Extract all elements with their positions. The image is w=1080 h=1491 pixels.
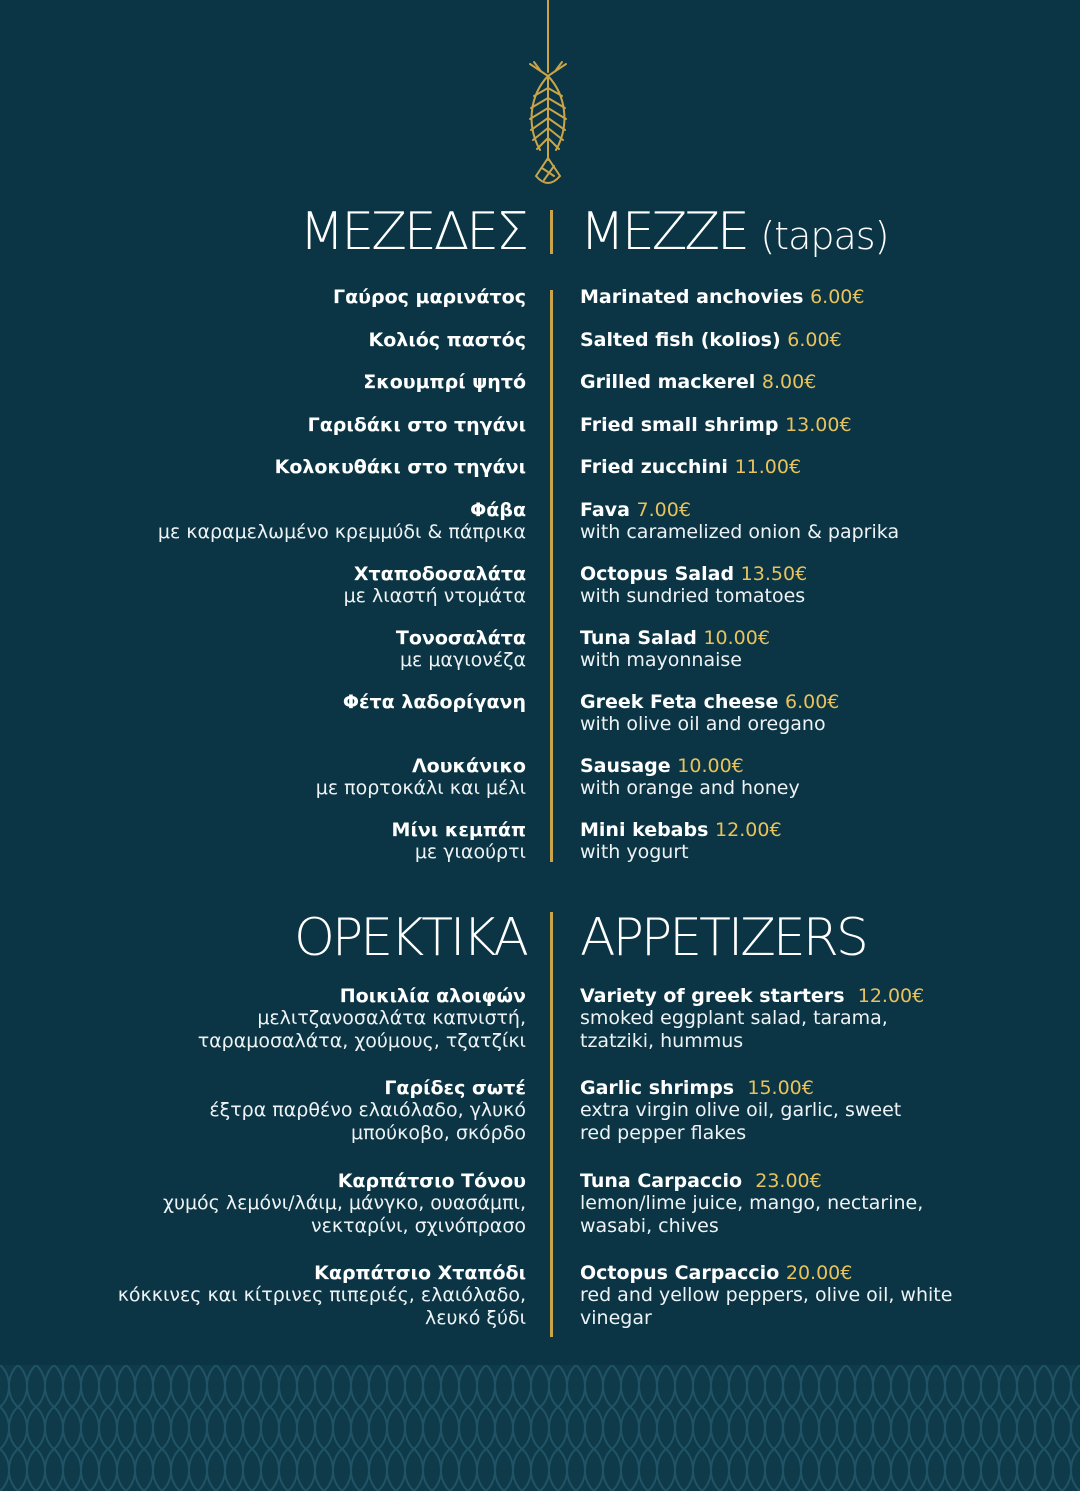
item-description-english: with olive oil and oregano — [580, 713, 826, 735]
item-description-greek: έξτρα παρθένο ελαιόλαδο, γλυκό — [209, 1099, 526, 1121]
item-price: 23.00€ — [755, 1170, 822, 1192]
item-name-english: Fried small shrimp — [580, 414, 779, 436]
item-price: 6.00€ — [784, 691, 840, 713]
appetizers-english-column — [580, 0, 1000, 1340]
column-divider — [550, 210, 553, 254]
item-name-greek: Γαρίδες σωτέ — [384, 1077, 526, 1099]
item-description-greek: ταραμοσαλάτα, χούμους, τζατζίκι — [197, 1030, 526, 1052]
item-description-greek: με γιαούρτι — [414, 841, 526, 863]
menu-item — [580, 1262, 952, 1330]
item-name-english: Grilled mackerel — [580, 371, 756, 393]
heading-sub: (tapas) — [760, 214, 889, 258]
menu-item — [580, 1170, 923, 1238]
item-description-english: with yogurt — [580, 841, 689, 863]
item-name-greek: Τονοσαλάτα — [395, 627, 526, 649]
mezze-heading-greek: ΜΕΖΕΔΕΣ — [299, 202, 526, 262]
item-description-english: with orange and honey — [580, 777, 800, 799]
item-price: 12.00€ — [857, 985, 925, 1007]
item-description-greek: μελιτζανοσαλάτα καπνιστή, — [257, 1007, 526, 1029]
item-price: 11.00€ — [734, 456, 802, 478]
item-description-english: lemon/lime juice, mango, nectarine, — [580, 1192, 924, 1214]
item-name-english: Octopus Salad — [580, 563, 735, 585]
item-description-greek: λευκό ξύδι — [424, 1307, 526, 1329]
appetizers-heading-greek: ΟΡΕΚΤΙΚΑ — [293, 908, 526, 968]
item-description-greek: νεκταρίνι, σχινόπρασο — [310, 1215, 526, 1237]
item-description-english: smoked eggplant salad, tarama, — [580, 1007, 888, 1029]
item-name-english: Tuna Salad — [580, 627, 697, 649]
menu-item — [118, 1262, 526, 1330]
item-name-greek: Γαριδάκι στο τηγάνι — [307, 414, 526, 436]
item-name-english: Sausage — [580, 755, 671, 777]
item-price: 20.00€ — [785, 1262, 853, 1284]
item-name-greek: Καρπάτσιο Τόνου — [337, 1170, 526, 1192]
wave-pattern-footer — [0, 1365, 1080, 1491]
item-price: 6.00€ — [810, 286, 865, 308]
menu-item — [580, 985, 924, 1053]
item-description-greek: με πορτοκάλι και μέλι — [315, 777, 526, 799]
item-name-english: Variety of greek starters — [580, 985, 845, 1007]
fish-skeleton-icon — [520, 0, 580, 190]
appetizers-greek-column — [26, 0, 526, 1340]
item-description-english: with mayonnaise — [580, 649, 742, 671]
item-description-greek: με λιαστή ντομάτα — [343, 585, 526, 607]
menu-item — [198, 985, 526, 1053]
item-name-english: Tuna Carpaccio — [580, 1170, 743, 1192]
item-description-greek: με καραμελωμένο κρεμμύδι & πάπρικα — [157, 521, 526, 543]
item-name-english: Octopus Carpaccio — [580, 1262, 780, 1284]
item-name-greek: Φέτα λαδορίγανη — [342, 691, 526, 713]
item-description-greek: κόκκινες και κίτρινες πιπεριές, ελαιόλαδο, — [117, 1284, 526, 1306]
item-name-english: Greek Feta cheese — [580, 691, 779, 713]
item-name-english: Fried zucchini — [580, 456, 728, 478]
item-name-greek: Σκουμπρί ψητό — [363, 371, 526, 393]
item-description-english: with caramelized onion & paprika — [580, 521, 900, 543]
item-price: 13.50€ — [740, 563, 808, 585]
column-divider — [550, 290, 553, 862]
item-name-greek: Χταποδοσαλάτα — [353, 563, 526, 585]
item-description-english: with sundried tomatoes — [580, 585, 806, 607]
item-name-greek: Λουκάνικο — [411, 755, 526, 777]
item-name-english: Salted fish (kolios) — [580, 329, 781, 351]
item-name-greek: Ποικιλία αλοιφών — [339, 985, 526, 1007]
menu-item — [580, 1077, 901, 1145]
item-name-english: Fava — [580, 499, 630, 521]
item-price: 10.00€ — [677, 755, 744, 777]
menu-item — [163, 1170, 526, 1238]
item-name-greek: Κολιός παστός — [368, 329, 526, 351]
item-price: 12.00€ — [715, 819, 782, 841]
item-price: 8.00€ — [761, 371, 817, 393]
item-description-english: vinegar — [580, 1307, 652, 1329]
item-price: 15.00€ — [747, 1077, 814, 1099]
item-description-english: red pepper flakes — [580, 1122, 747, 1144]
item-name-greek: Γαύρος μαρινάτος — [333, 286, 526, 308]
item-price: 13.00€ — [785, 414, 852, 436]
item-description-english: tzatziki, hummus — [580, 1030, 744, 1052]
item-price: 7.00€ — [636, 499, 691, 521]
item-description-greek: με μαγιονέζα — [399, 649, 526, 671]
item-price: 6.00€ — [787, 329, 842, 351]
menu-item — [209, 1077, 526, 1145]
item-name-greek: Κολοκυθάκι στο τηγάνι — [274, 456, 526, 478]
column-divider — [550, 912, 553, 1337]
item-name-greek: Φάβα — [470, 499, 526, 521]
item-name-english: Garlic shrimps — [580, 1077, 735, 1099]
item-price: 10.00€ — [703, 627, 770, 649]
item-name-english: Mini kebabs — [580, 819, 709, 841]
item-description-english: wasabi, chives — [580, 1215, 719, 1237]
item-name-greek: Καρπάτσιο Χταπόδι — [314, 1262, 526, 1284]
item-description-greek: μπούκοβο, σκόρδο — [351, 1122, 526, 1144]
item-description-english: extra virgin olive oil, garlic, sweet — [580, 1099, 902, 1121]
heading-main: MEZZE — [580, 202, 747, 262]
item-name-english: Marinated anchovies — [580, 286, 804, 308]
item-description-greek: χυμός λεμόνι/λάιμ, μάνγκο, ουασάμπι, — [163, 1192, 526, 1214]
item-description-english: red and yellow peppers, olive oil, white — [580, 1284, 953, 1306]
item-name-greek: Μίνι κεμπάπ — [391, 819, 526, 841]
appetizers-heading-english: APPETIZERS — [580, 908, 866, 968]
